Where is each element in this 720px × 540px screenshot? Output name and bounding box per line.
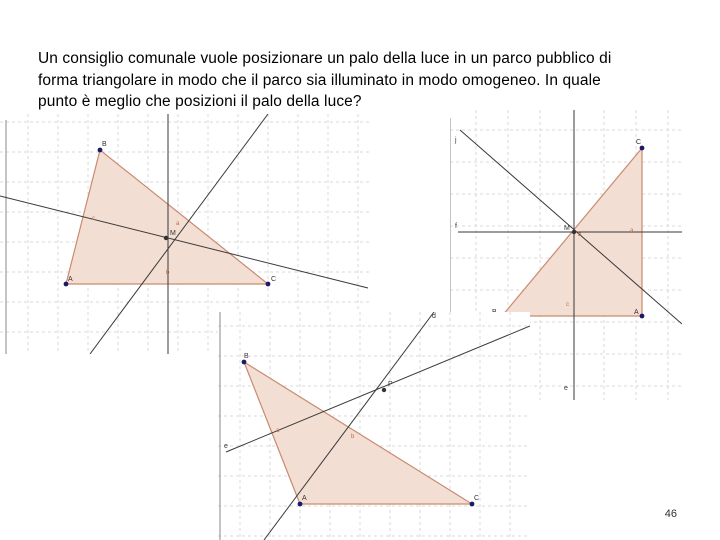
figure-2-label-M: M [564,225,570,232]
figure-2-point-A [640,314,645,319]
figure-3-point-C [470,502,475,507]
figure-2-label-f: f [455,223,457,230]
figure-1-point-B [98,148,103,153]
figure-3-label-e: e [224,443,228,450]
figure-1-point-M [164,236,168,240]
figure-3-point-A [298,502,303,507]
figure-2-label-j: j [455,137,457,144]
figure-3-label-P: P [388,381,393,388]
figure-1-side-c: c [92,216,95,222]
figure-1-label-C: C [271,276,277,283]
figure-1-point-C [266,282,271,287]
figure-3-point-B [242,360,247,365]
figure-2-side-a: a [630,228,634,234]
figure-1-label-B: B [102,141,107,148]
figure-2-label-A: A [634,309,639,316]
figure-3-label-A: A [302,495,307,502]
figure-2-label-C: C [636,139,642,146]
figure-3-label-C: C [474,495,480,502]
figure-1-label-A: A [68,276,73,283]
figure-2-point-C [640,146,645,151]
figure-3-label-d: d [432,313,436,320]
figure-3-grid [218,312,530,540]
figure-2-label-e: e [564,385,568,392]
figure-1-side-a: a [176,221,180,227]
figure-3-svg [218,312,530,540]
figure-1-label-M: M [170,230,176,237]
question-line-1: Un consiglio comunale vuole posizionare un palo della luce in un parco pubblico di [38,50,612,67]
question-text [38,48,678,113]
figure-3-side-b: b [351,434,355,440]
figure-3-side-a: a [276,428,280,434]
question-line-2: forma triangolare in modo che il parco sia illuminato in modo omogeneo. In quale [38,71,601,89]
geometry-figure-3 [218,312,530,540]
question-line-3: punto è meglio che posizioni il palo della luce? [38,93,362,110]
figure-2-side-b: b [578,232,582,238]
figure-2-side-c: c [566,302,569,308]
figure-3-label-B: B [244,353,249,360]
figure-1-side-b: b [166,270,170,276]
figure-3-point-P [382,388,386,392]
figure-2-point-M [572,230,576,234]
page-number: 46 [664,508,677,520]
